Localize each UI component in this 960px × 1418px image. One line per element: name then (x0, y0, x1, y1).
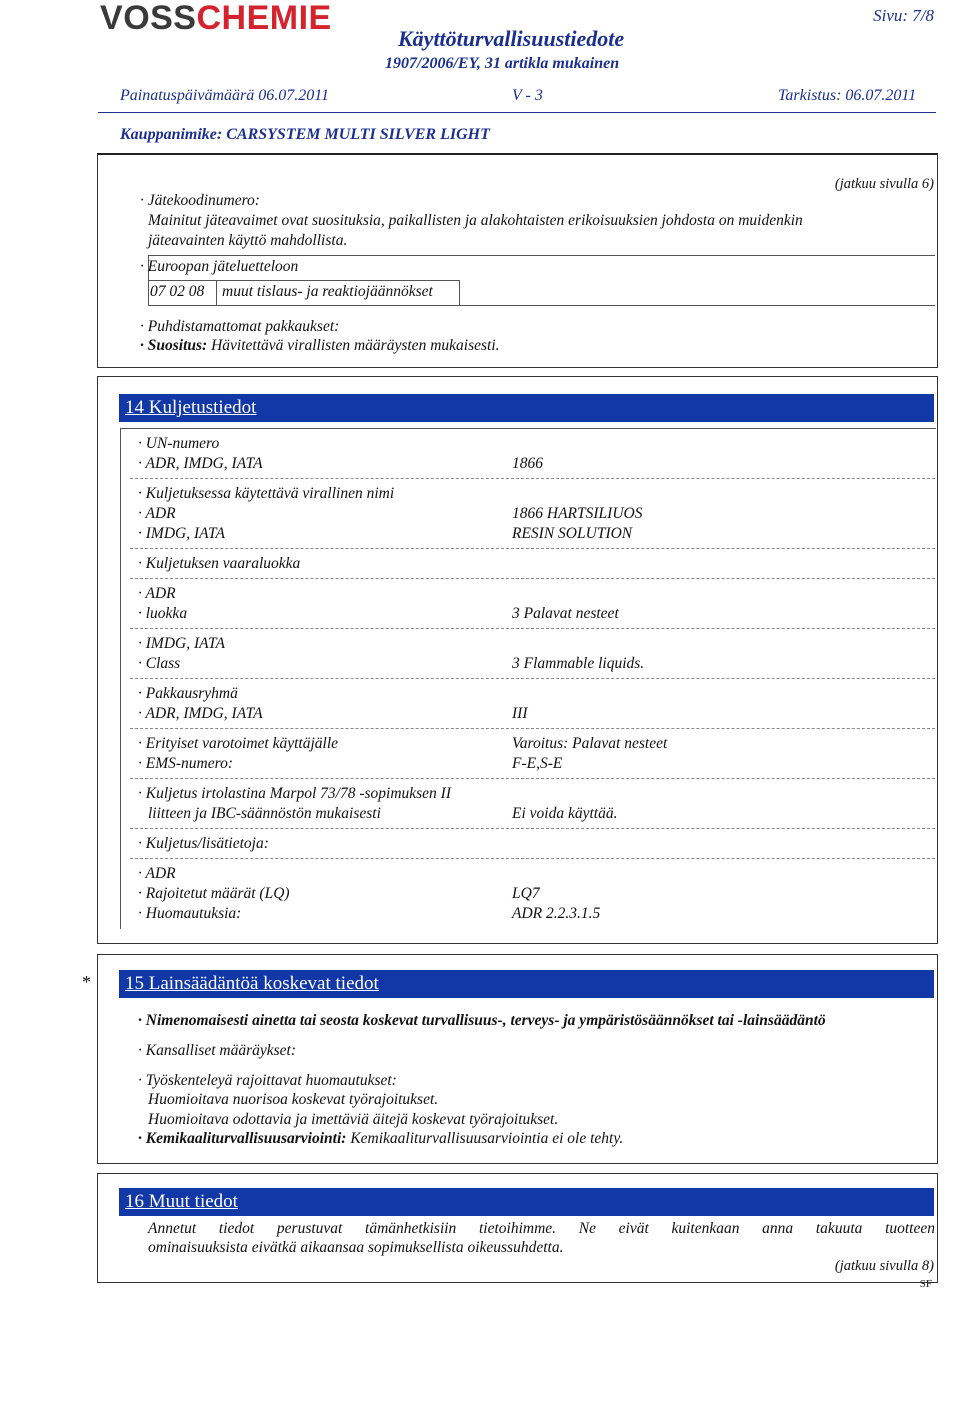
un-label: · UN-numero (138, 435, 220, 452)
row-divider (130, 778, 935, 779)
un-sub-label: · ADR, IMDG, IATA (138, 455, 263, 472)
hazard-class-adr-value: 3 Palavat nesteet (512, 605, 619, 622)
work-restrictions-label: · Työskenteleyä rajoittavat huomautukset: (138, 1072, 397, 1089)
national-regulations-label: · Kansalliset määräykset: (138, 1042, 296, 1059)
waste-code: 07 02 08 (150, 283, 205, 300)
transport-extra-adr: · ADR (138, 865, 176, 882)
hazard-class-adr-label: · ADR (138, 585, 176, 602)
logo-text-main: OSS (123, 0, 197, 37)
row-divider (130, 858, 935, 859)
un-value: 1866 (512, 455, 543, 472)
work-restriction-youth: Huomioitava nuorisoa koskevat työrajoitukset. (148, 1091, 439, 1108)
bulk-transport-label-2: liitteen ja IBC-säännöstön mukaisesti (148, 805, 381, 822)
row-divider (130, 828, 935, 829)
waste-note-line2: jäteavainten käyttö mahdollista. (148, 232, 348, 249)
row-divider (130, 628, 935, 629)
header-divider (98, 112, 936, 113)
waste-code-separator (216, 280, 217, 306)
document-subtitle: 1907/2006/EY, 31 artikla mukainen (385, 55, 620, 72)
row-divider (130, 478, 935, 479)
shipping-name-imdg-value: RESIN SOLUTION (512, 525, 633, 542)
shipping-name-adr-value: 1866 HARTSILIUOS (512, 505, 643, 522)
hazard-class-imdg-label: · IMDG, IATA (138, 635, 225, 652)
recommendation-value: Hävitettävä virallisten määräysten mukaisesti. (211, 337, 500, 354)
logo-text-red: CHEMIE (196, 0, 332, 37)
row-divider (130, 548, 935, 549)
shipping-name-imdg-label: · IMDG, IATA (138, 525, 225, 542)
bulk-transport-value: Ei voida käyttää. (512, 805, 618, 822)
transport-extra-label: · Kuljetus/lisätietoja: (138, 835, 269, 852)
recommendation-label: · Suositus: (140, 337, 208, 354)
special-precautions-label: · Erityiset varotoimet käyttäjälle (138, 735, 339, 752)
packing-group-sub: · ADR, IMDG, IATA (138, 705, 263, 722)
page-number: Sivu: 7/8 (873, 6, 934, 25)
shipping-name-label: · Kuljetuksessa käytettävä virallinen nimi (138, 485, 395, 502)
continued-from: (jatkuu sivulla 6) (834, 176, 934, 192)
chemical-safety-value: Kemikaaliturvallisuusarviointia ei ole tehty. (350, 1130, 624, 1147)
work-restriction-mothers: Huomioitava odottavia ja imettäviä äitejä koskevat työrajoitukset. (148, 1111, 559, 1128)
other-info-line2: ominaisuuksista eivätkä aikaansaa sopimuksellista oikeussuhdetta. (148, 1239, 564, 1256)
recommendation-row (140, 337, 500, 355)
hazard-class-adr-sub: · luokka (138, 605, 188, 622)
section-16-heading: 16 Muut tiedot (119, 1188, 934, 1216)
waste-code-description: muut tislaus- ja reaktiojäännökset (222, 283, 433, 300)
shipping-name-adr-label: · ADR (138, 505, 176, 522)
company-logo (100, 0, 332, 36)
limited-quantities-value: LQ7 (512, 885, 540, 902)
chemical-safety-label: · Kemikaaliturvallisuusarviointi: (138, 1130, 347, 1147)
waste-code-label: · Jätekoodinumero: (140, 192, 260, 209)
section-15-heading: 15 Lainsäädäntöä koskevat tiedot (119, 970, 934, 998)
row-divider (130, 578, 935, 579)
ems-value: F-E,S-E (512, 755, 563, 772)
version: V - 3 (512, 87, 543, 104)
product-name: Kauppanimike: CARSYSTEM MULTI SILVER LIGHT (120, 126, 490, 143)
regulations-line: · Nimenomaisesti ainetta tai seosta koskevat turvallisuus-, terveys- ja ympäristösäännökset tai -lainsäädäntö (138, 1012, 826, 1029)
logo-text-dark: V (100, 0, 124, 37)
chemical-safety-row (138, 1130, 623, 1148)
section-14-heading: 14 Kuljetustiedot (119, 394, 934, 422)
print-date: Painatuspäivämäärä 06.07.2011 (120, 87, 330, 104)
ems-label: · EMS-numero: (138, 755, 233, 772)
bulk-transport-label-1: · Kuljetus irtolastina Marpol 73/78 -sopimuksen II (138, 785, 452, 802)
language-code: SF (919, 1278, 932, 1290)
waste-catalogue-label: · Euroopan jäteluetteloon (140, 258, 299, 275)
document-title: Käyttöturvallisuustiedote (398, 26, 625, 51)
review-date: Tarkistus: 06.07.2011 (778, 87, 917, 104)
packaging-label: · Puhdistamattomat pakkaukset: (140, 318, 340, 335)
continued-to: (jatkuu sivulla 8) (834, 1258, 934, 1274)
row-divider (130, 728, 935, 729)
remarks-value: ADR 2.2.3.1.5 (512, 905, 601, 922)
other-info-line1: Annetut tiedot perustuvat tämänhetkisiin tietoihimme. Ne eivät kuitenkaan anna takuuta tuotteen (148, 1220, 935, 1237)
change-marker: * (82, 972, 91, 992)
hazard-class-label: · Kuljetuksen vaaraluokka (138, 555, 301, 572)
row-divider (130, 678, 935, 679)
waste-note-line1: Mainitut jäteavaimet ovat suosituksia, paikallisten ja alakohtaisten erikoisuuksien johdosta on muidenkin (148, 212, 803, 229)
packing-group-label: · Pakkausryhmä (138, 685, 238, 702)
hazard-class-imdg-value: 3 Flammable liquids. (512, 655, 645, 672)
limited-quantities-label: · Rajoitetut määrät (LQ) (138, 885, 290, 902)
hazard-class-imdg-sub: · Class (138, 655, 181, 672)
special-precautions-value: Varoitus: Palavat nesteet (512, 735, 668, 752)
remarks-label: · Huomautuksia: (138, 905, 242, 922)
packing-group-value: III (512, 705, 528, 722)
